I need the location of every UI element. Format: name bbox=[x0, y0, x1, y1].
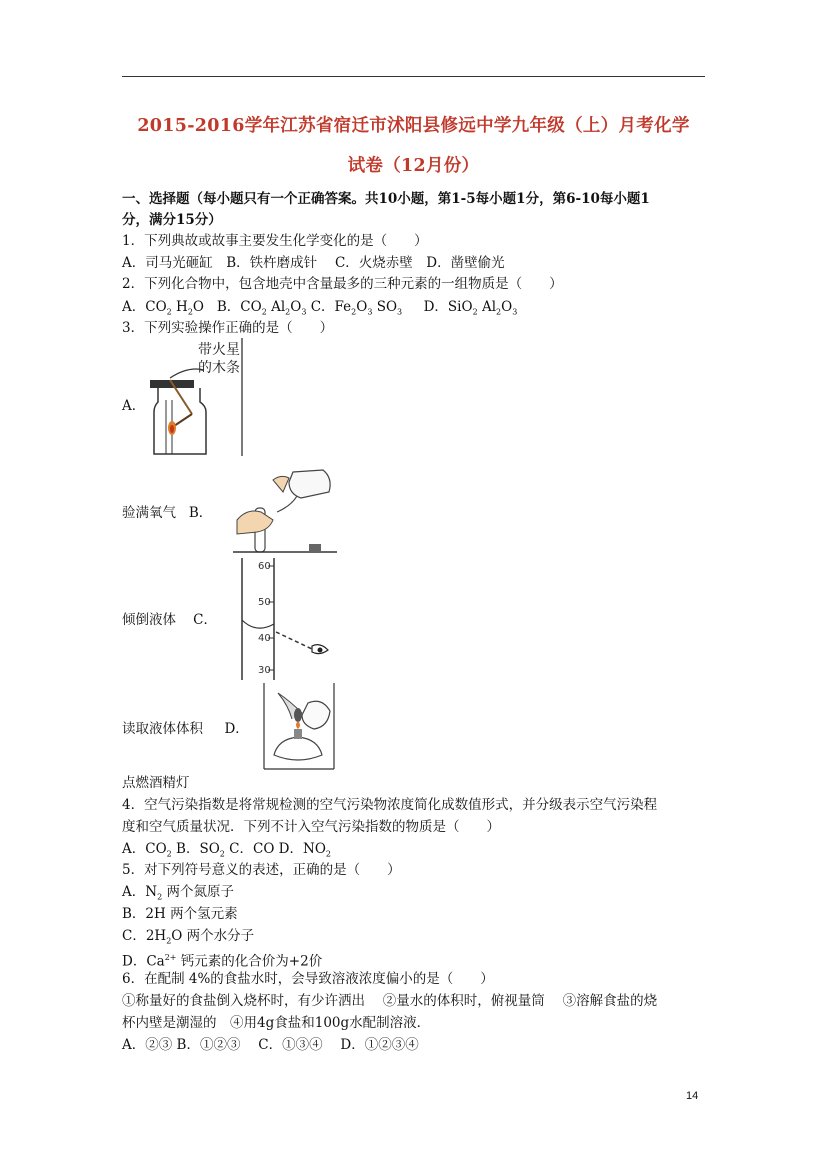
q5-option-a: A．$N_2$ 两个氮原子 bbox=[122, 884, 234, 902]
q3-option-d-letter: D． bbox=[224, 721, 249, 737]
q2-stem: 2．下列化合物中，包含地壳中含量最多的三种元素的一组物质是（ ） bbox=[122, 276, 563, 292]
section-heading-line1: 一、选择题（每小题只有一个正确答案。共10小题，第1-5每小题1分，第6-10每小题1 bbox=[122, 191, 650, 207]
q4-stem-line2: 度和空气质量状况．下列不计入空气污染指数的物质是（ ） bbox=[122, 819, 500, 835]
q2-option-b: B．$CO_2$ $Al_2O_3$ bbox=[216, 299, 307, 317]
q3-caption-d-text: 读取液体体积 bbox=[122, 721, 203, 737]
q6-line3: 杯内壁是潮湿的 ④用4g食盐和100g水配制溶液． bbox=[122, 1015, 431, 1031]
section-heading-line2: 分，满分15分） bbox=[122, 212, 222, 228]
q5-option-c: C．$2H_2O$ 两个水分子 bbox=[122, 928, 255, 946]
scale-tick-30: 30 bbox=[258, 665, 271, 676]
q2-option-a: A．$CO_2$ $H_2O$ bbox=[122, 299, 204, 317]
figure-a-label-line2: 的木条 bbox=[198, 360, 240, 376]
q4-options: A．$CO_2$ B．$SO_2$ C．CO D．$NO_2$ bbox=[122, 841, 331, 859]
q6-options: A．②③ B．①②③ C．①③④ D．①②③④ bbox=[122, 1037, 419, 1053]
scale-tick-60: 60 bbox=[258, 561, 271, 572]
page-number: 14 bbox=[686, 1090, 699, 1102]
header-rule bbox=[122, 76, 705, 77]
q3-caption-c bbox=[122, 610, 217, 630]
figure-c-cylinder-reading bbox=[238, 558, 334, 682]
q3-option-a-letter: A． bbox=[122, 398, 146, 414]
q5-stem: 5．对下列符号意义的表述，正确的是（ ） bbox=[122, 862, 401, 878]
q3-end-caption: 点燃酒精灯 bbox=[122, 775, 190, 791]
q3-option-b-letter: B． bbox=[188, 505, 213, 521]
q2-option-c: C．$Fe_2O_3$ $SO_3$ bbox=[310, 299, 403, 317]
q1-stem: 1．下列典故或故事主要发生化学变化的是（ ） bbox=[122, 233, 428, 249]
q3-caption-d bbox=[122, 719, 249, 739]
scale-tick-50: 50 bbox=[258, 597, 271, 608]
figure-b-pouring-liquid bbox=[233, 468, 337, 554]
q5-option-d: D．$Ca^{2+}$ 钙元素的化合价为+2价 bbox=[122, 953, 323, 970]
figure-a-oxygen-bottle bbox=[148, 338, 248, 460]
q5-option-b: B．2H 两个氢元素 bbox=[122, 906, 238, 922]
scale-tick-40: 40 bbox=[258, 633, 271, 644]
document-title-line2: 试卷（12月份） bbox=[347, 156, 480, 176]
q3-stem: 3．下列实验操作正确的是（ ） bbox=[122, 320, 334, 336]
q3-option-c-letter: C． bbox=[193, 612, 218, 628]
document-title-line1: 2015-2016学年江苏省宿迁市沭阳县修远中学九年级（上）月考化学 bbox=[137, 116, 690, 136]
q2-option-d: D．SiO$_2$ $Al_2O_3$ bbox=[423, 299, 518, 317]
figure-d-alcohol-lamp bbox=[262, 683, 338, 771]
q1-options: A．司马光砸缸 B．铁杵磨成针 C．火烧赤壁 D．凿壁偷光 bbox=[122, 255, 505, 271]
q6-stem: 6．在配制 4%的食盐水时，会导致溶液浓度偏小的是（ ） bbox=[122, 971, 494, 987]
q3-caption-c-text: 倾倒液体 bbox=[122, 612, 176, 628]
q6-line2: ①称量好的食盐倒入烧杯时，有少许洒出 ②量水的体积时，俯视量筒 ③溶解食盐的烧 bbox=[122, 993, 658, 1009]
q4-stem-line1: 4．空气污染指数是将常规检测的空气污染物浓度简化成数值形式，并分级表示空气污染程 bbox=[122, 797, 658, 813]
q3-caption-b-text: 验满氧气 bbox=[122, 505, 176, 521]
q3-caption-b bbox=[122, 503, 212, 523]
figure-a-label-line1: 带火星 bbox=[198, 342, 240, 358]
